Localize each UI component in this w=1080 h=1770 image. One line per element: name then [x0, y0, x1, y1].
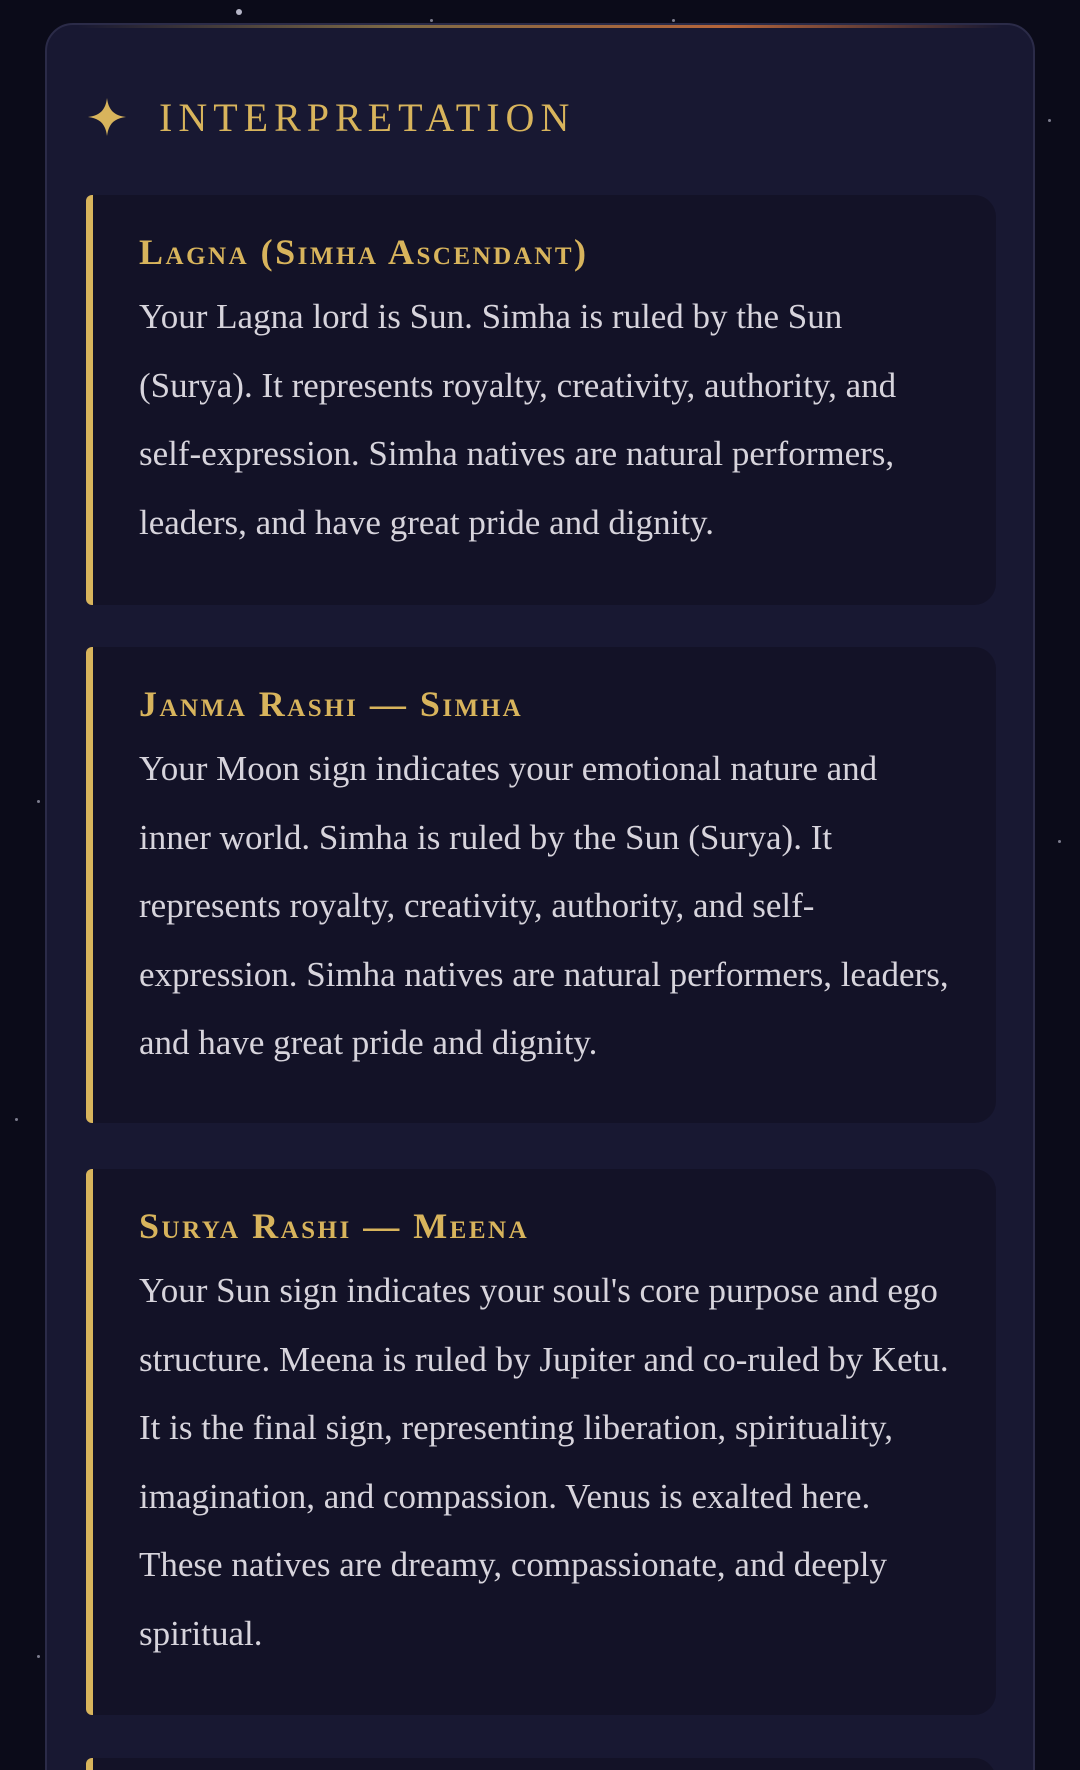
card-title: Janma Rashi — Simha: [139, 684, 524, 724]
star: [1048, 119, 1051, 122]
interpretation-card-surya-rashi: [86, 1169, 996, 1715]
star: [1058, 840, 1061, 843]
star: [672, 19, 675, 22]
star: [37, 1655, 40, 1658]
card-body: Your Moon sign indicates your emotional nature and inner world. Simha is ruled by the Sun (Surya). It represents royalty, creativity, authority, and self-expression. Simha natives are natural performers, leaders, and have great pride and dignity.: [139, 749, 949, 1062]
interpretation-panel: [45, 23, 1035, 1770]
card-title: Lagna (Simha Ascendant): [139, 232, 589, 272]
panel-title: INTERPRETATION: [159, 94, 576, 140]
star: [236, 9, 242, 15]
star: [430, 19, 433, 22]
interpretation-card-janma-rashi: [86, 647, 996, 1123]
panel-top-glow: [77, 25, 1003, 28]
interpretation-card-next: [86, 1758, 996, 1770]
card-body: Your Lagna lord is Sun. Simha is ruled by the Sun (Surya). It represents royalty, creativity, authority, and self-expression. Simha natives are natural performers, leaders, and have great pride and dignity.: [139, 297, 897, 542]
sparkle-icon: [87, 97, 127, 137]
interpretation-card-lagna: [86, 195, 996, 605]
star: [15, 1118, 18, 1121]
star: [37, 800, 40, 803]
panel-header: [87, 87, 575, 147]
card-title: Surya Rashi — Meena: [139, 1206, 530, 1246]
card-body: Your Sun sign indicates your soul's core purpose and ego structure. Meena is ruled by Jupiter and co-ruled by Ketu. It is the final sign, representing liberation, spirituality, imagination, and compassion. Venus is exalted here. These natives are dreamy, compassionate, and deeply spiritual.: [139, 1271, 949, 1653]
